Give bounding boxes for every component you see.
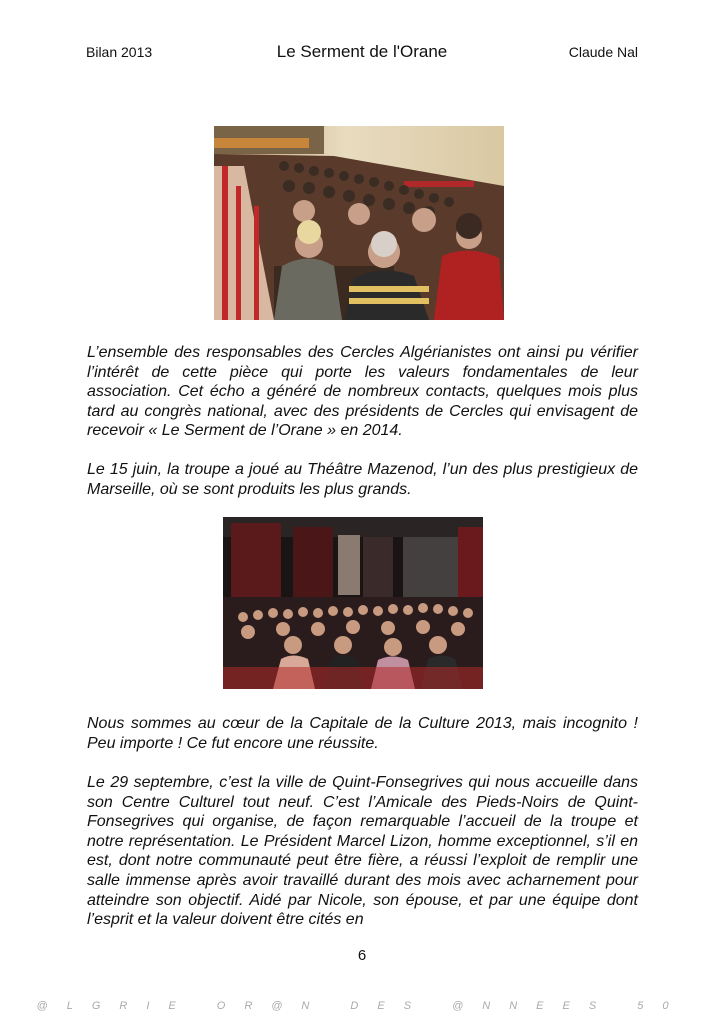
footer-watermark: @LGRIE OR@N DES @NNEES 50 [36,1000,688,1012]
header-title: Le Serment de l'Orane [276,42,448,61]
audience-photo-tiered [214,126,504,320]
paragraph-4: Le 29 septembre, c’est la ville de Quint-Fonsegrives qui nous accueille dans son Centre Culturel tout neuf. C’est l’Amicale des Pieds-Noirs de Quint-Fonsegrives qui organise, de façon remarquable l’accueil de la troupe et notre représentation. Le Président Marcel Lizon, homme exceptionnel, s’il en est, dont notre communauté peut être fière, a réussi l’exploit de remplir une salle immense après avoir travaillé durant des mois avec acharnement pour atteindre son objectif. Aidé par Nicole, son épouse, et par une équipe dont l’esprit et la valeur doivent être cités en [87,774,638,929]
page-number: 6 [357,947,367,964]
paragraph-1: L’ensemble des responsables des Cercles Algérianistes ont ainsi pu vérifier l’intérêt de cette pièce qui porte les valeurs fondamentales de leur association. Cet écho a généré de nombreux contacts, quelques mois plus tard au congrès national, avec des présidents de Cercles qui envisagent de recevoir « Le Serment de l’Orane » en 2014. [87,344,638,440]
paragraph-2: Le 15 juin, la troupe a joué au Théâtre Mazenod, l’un des plus prestigieux de Marseille, où se sont produits les plus grands. [87,461,638,498]
header-author: Claude Nal [568,44,638,60]
paragraph-3: Nous sommes au cœur de la Capitale de la Culture 2013, mais incognito ! Peu importe ! Ce fut encore une réussite. [87,715,638,752]
audience-photo-theatre [223,517,483,689]
header-left: Bilan 2013 [86,44,153,60]
